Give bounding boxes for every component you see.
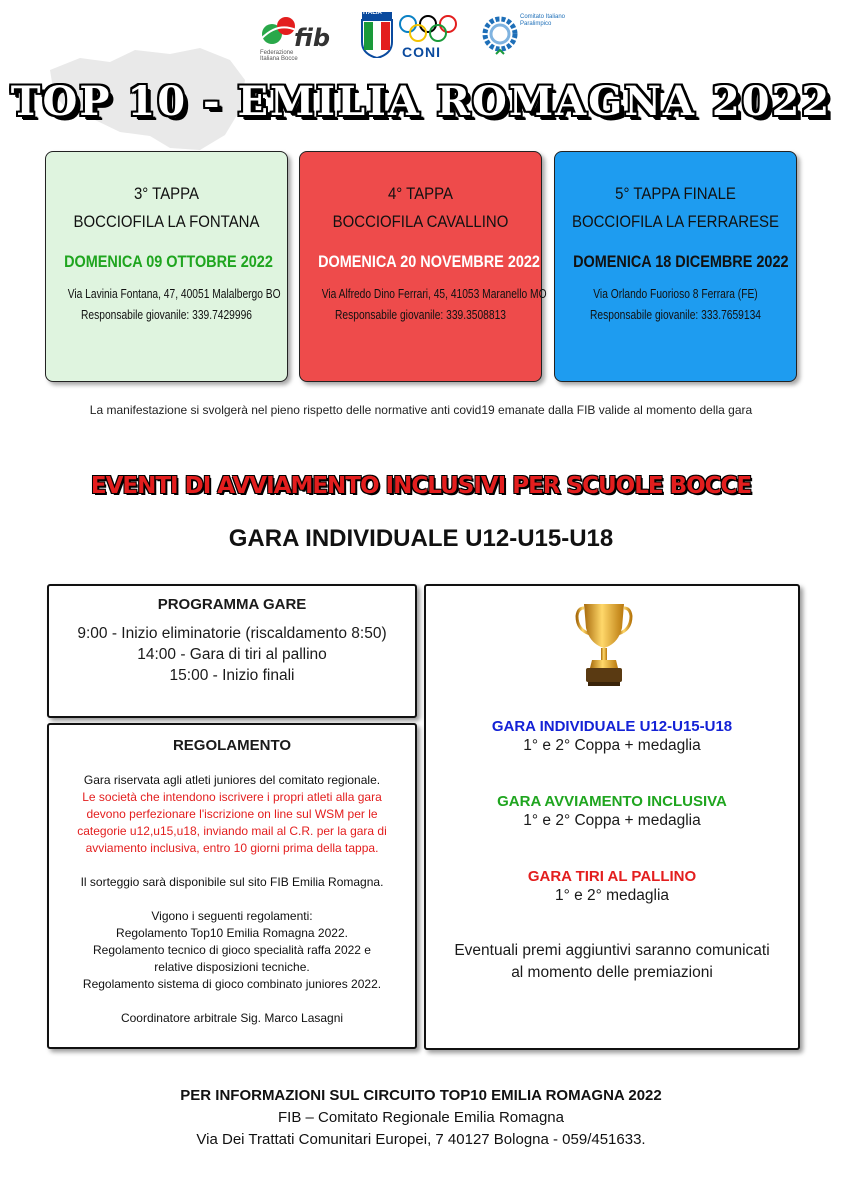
program-box [47, 584, 417, 718]
paralympic-swirl-icon [482, 12, 518, 58]
events-title: EVENTI DI AVVIAMENTO INCLUSIVI PER SCUOLE BOCCE [90, 473, 752, 499]
covid-note: La manifestazione si svolgerà nel pieno rispetto delle normative anti covid19 emanate dalla FIB valide al momento della gara [89, 403, 753, 417]
competition-title: GARA INDIVIDUALE U12-U15-U18 [228, 525, 614, 552]
extra-prizes-note [426, 940, 798, 984]
stage-heading [569, 180, 781, 236]
prize-item [426, 868, 798, 907]
rules-regulation: Regolamento tecnico di gioco specialità raffa 2022 e [93, 943, 371, 957]
cip-logo [482, 10, 572, 64]
prize-item [426, 793, 798, 832]
prize-title: GARA AVVIAMENTO INCLUSIVA [497, 793, 727, 810]
cip-name: Comitato Italiano Paralimpico [520, 14, 566, 27]
stage-card [45, 151, 288, 382]
italia-shield-icon [360, 12, 394, 58]
rules-regulation: Regolamento sistema di gioco combinato juniores 2022. [82, 977, 382, 991]
stage-address: Via Orlando Fuorioso 8 Ferrara (FE) [593, 287, 758, 301]
stage-contact: Responsabile giovanile: 339.3508813 [335, 308, 506, 322]
program-line: 14:00 - Gara di tiri al pallino [137, 646, 327, 663]
prize-award: 1° e 2° medaglia [554, 887, 670, 904]
italia-label: ITALIA [363, 10, 382, 16]
stage-heading [314, 180, 526, 236]
extra-line: al momento delle premiazioni [511, 964, 713, 981]
stage-venue: BOCCIOFILA LA FERRARESE [571, 212, 780, 231]
trophy-icon [574, 600, 634, 690]
rules-regulation: Regolamento Top10 Emilia Romagna 2022. [116, 926, 348, 940]
page-title: TOP 10 - EMILIA ROMAGNA 2022 [10, 78, 832, 125]
prize-item [426, 718, 798, 757]
stage-details [321, 284, 547, 326]
footer-address: Via Dei Trattati Comunitari Europei, 7 40127 Bologna - 059/451633. [196, 1131, 646, 1148]
rules-box [47, 723, 417, 1049]
footer [0, 1085, 842, 1151]
stage-heading [60, 180, 272, 236]
stage-card [554, 151, 797, 382]
stage-card [299, 151, 547, 382]
prize-title: GARA INDIVIDUALE U12-U15-U18 [491, 718, 733, 735]
stage-date: DOMENICA 18 DICEMBRE 2022 [573, 252, 789, 271]
stage-contact: Responsabile giovanile: 333.7659134 [590, 308, 761, 322]
logo-bar [0, 6, 842, 66]
footer-organization: FIB – Comitato Regionale Emilia Romagna [278, 1109, 564, 1126]
rules-eligibility: Gara riservata agli atleti juniores del comitato regionale. [83, 773, 381, 787]
rules-registration: categorie u12,u15,u18, inviando mail al C.R. per la gara di [77, 824, 387, 838]
fib-mark: fib [294, 24, 331, 52]
fib-logo [258, 10, 330, 62]
rules-regulation: Vigono i seguenti regolamenti: [151, 909, 313, 923]
footer-heading: PER INFORMAZIONI SUL CIRCUITO TOP10 EMILIA ROMAGNA 2022 [180, 1087, 662, 1104]
rules-draw: Il sorteggio sarà disponibile sul sito FIB Emilia Romagna. [80, 875, 384, 889]
stage-venue: BOCCIOFILA CAVALLINO [332, 212, 509, 231]
prize-award: 1° e 2° Coppa + medaglia [523, 737, 701, 754]
stage-details [67, 284, 281, 326]
prize-title: GARA TIRI AL PALLINO [527, 868, 697, 885]
program-line: 15:00 - Inizio finali [169, 667, 295, 684]
rules-registration: devono perfezionare l'iscrizione on line sul WSM per le [86, 807, 378, 821]
stage-address: Via Alfredo Dino Ferrari, 45, 41053 Maranello MO [321, 287, 547, 301]
stage-number: 4° TAPPA [387, 184, 454, 203]
rules-registration: Le società che intendono iscrivere i propri atleti alla gara [82, 790, 382, 804]
rules-registration: avviamento inclusiva, entro 10 giorni prima della tappa. [85, 841, 379, 855]
stage-details [577, 284, 775, 326]
program-line: 9:00 - Inizio eliminatorie (riscaldamento 8:50) [77, 625, 387, 642]
stage-address: Via Lavinia Fontana, 47, 40051 Malalbergo BO [67, 287, 281, 301]
coni-logo [360, 10, 460, 62]
stage-venue: BOCCIOFILA LA FONTANA [73, 212, 260, 231]
rules-heading: REGOLAMENTO [172, 737, 292, 754]
prizes-box [424, 584, 800, 1050]
stage-number: 5° TAPPA FINALE [615, 184, 736, 203]
fib-subtitle: Federazione Italiana Bocce [260, 50, 298, 62]
stage-date: DOMENICA 09 OTTOBRE 2022 [64, 252, 273, 271]
prize-award: 1° e 2° Coppa + medaglia [523, 812, 701, 829]
stage-date: DOMENICA 20 NOVEMBRE 2022 [318, 252, 540, 271]
rules-referee: Coordinatore arbitrale Sig. Marco Lasagni [120, 1011, 344, 1025]
rules-regulation: relative disposizioni tecniche. [154, 960, 310, 974]
extra-line: Eventuali premi aggiuntivi saranno comunicati [454, 942, 770, 959]
program-heading: PROGRAMMA GARE [157, 596, 307, 613]
coni-mark: CONI [402, 44, 441, 60]
stage-number: 3° TAPPA [133, 184, 200, 203]
fib-bocce-icon [258, 12, 298, 52]
olympic-rings-icon [398, 14, 458, 44]
stage-contact: Responsabile giovanile: 339.7429996 [81, 308, 252, 322]
